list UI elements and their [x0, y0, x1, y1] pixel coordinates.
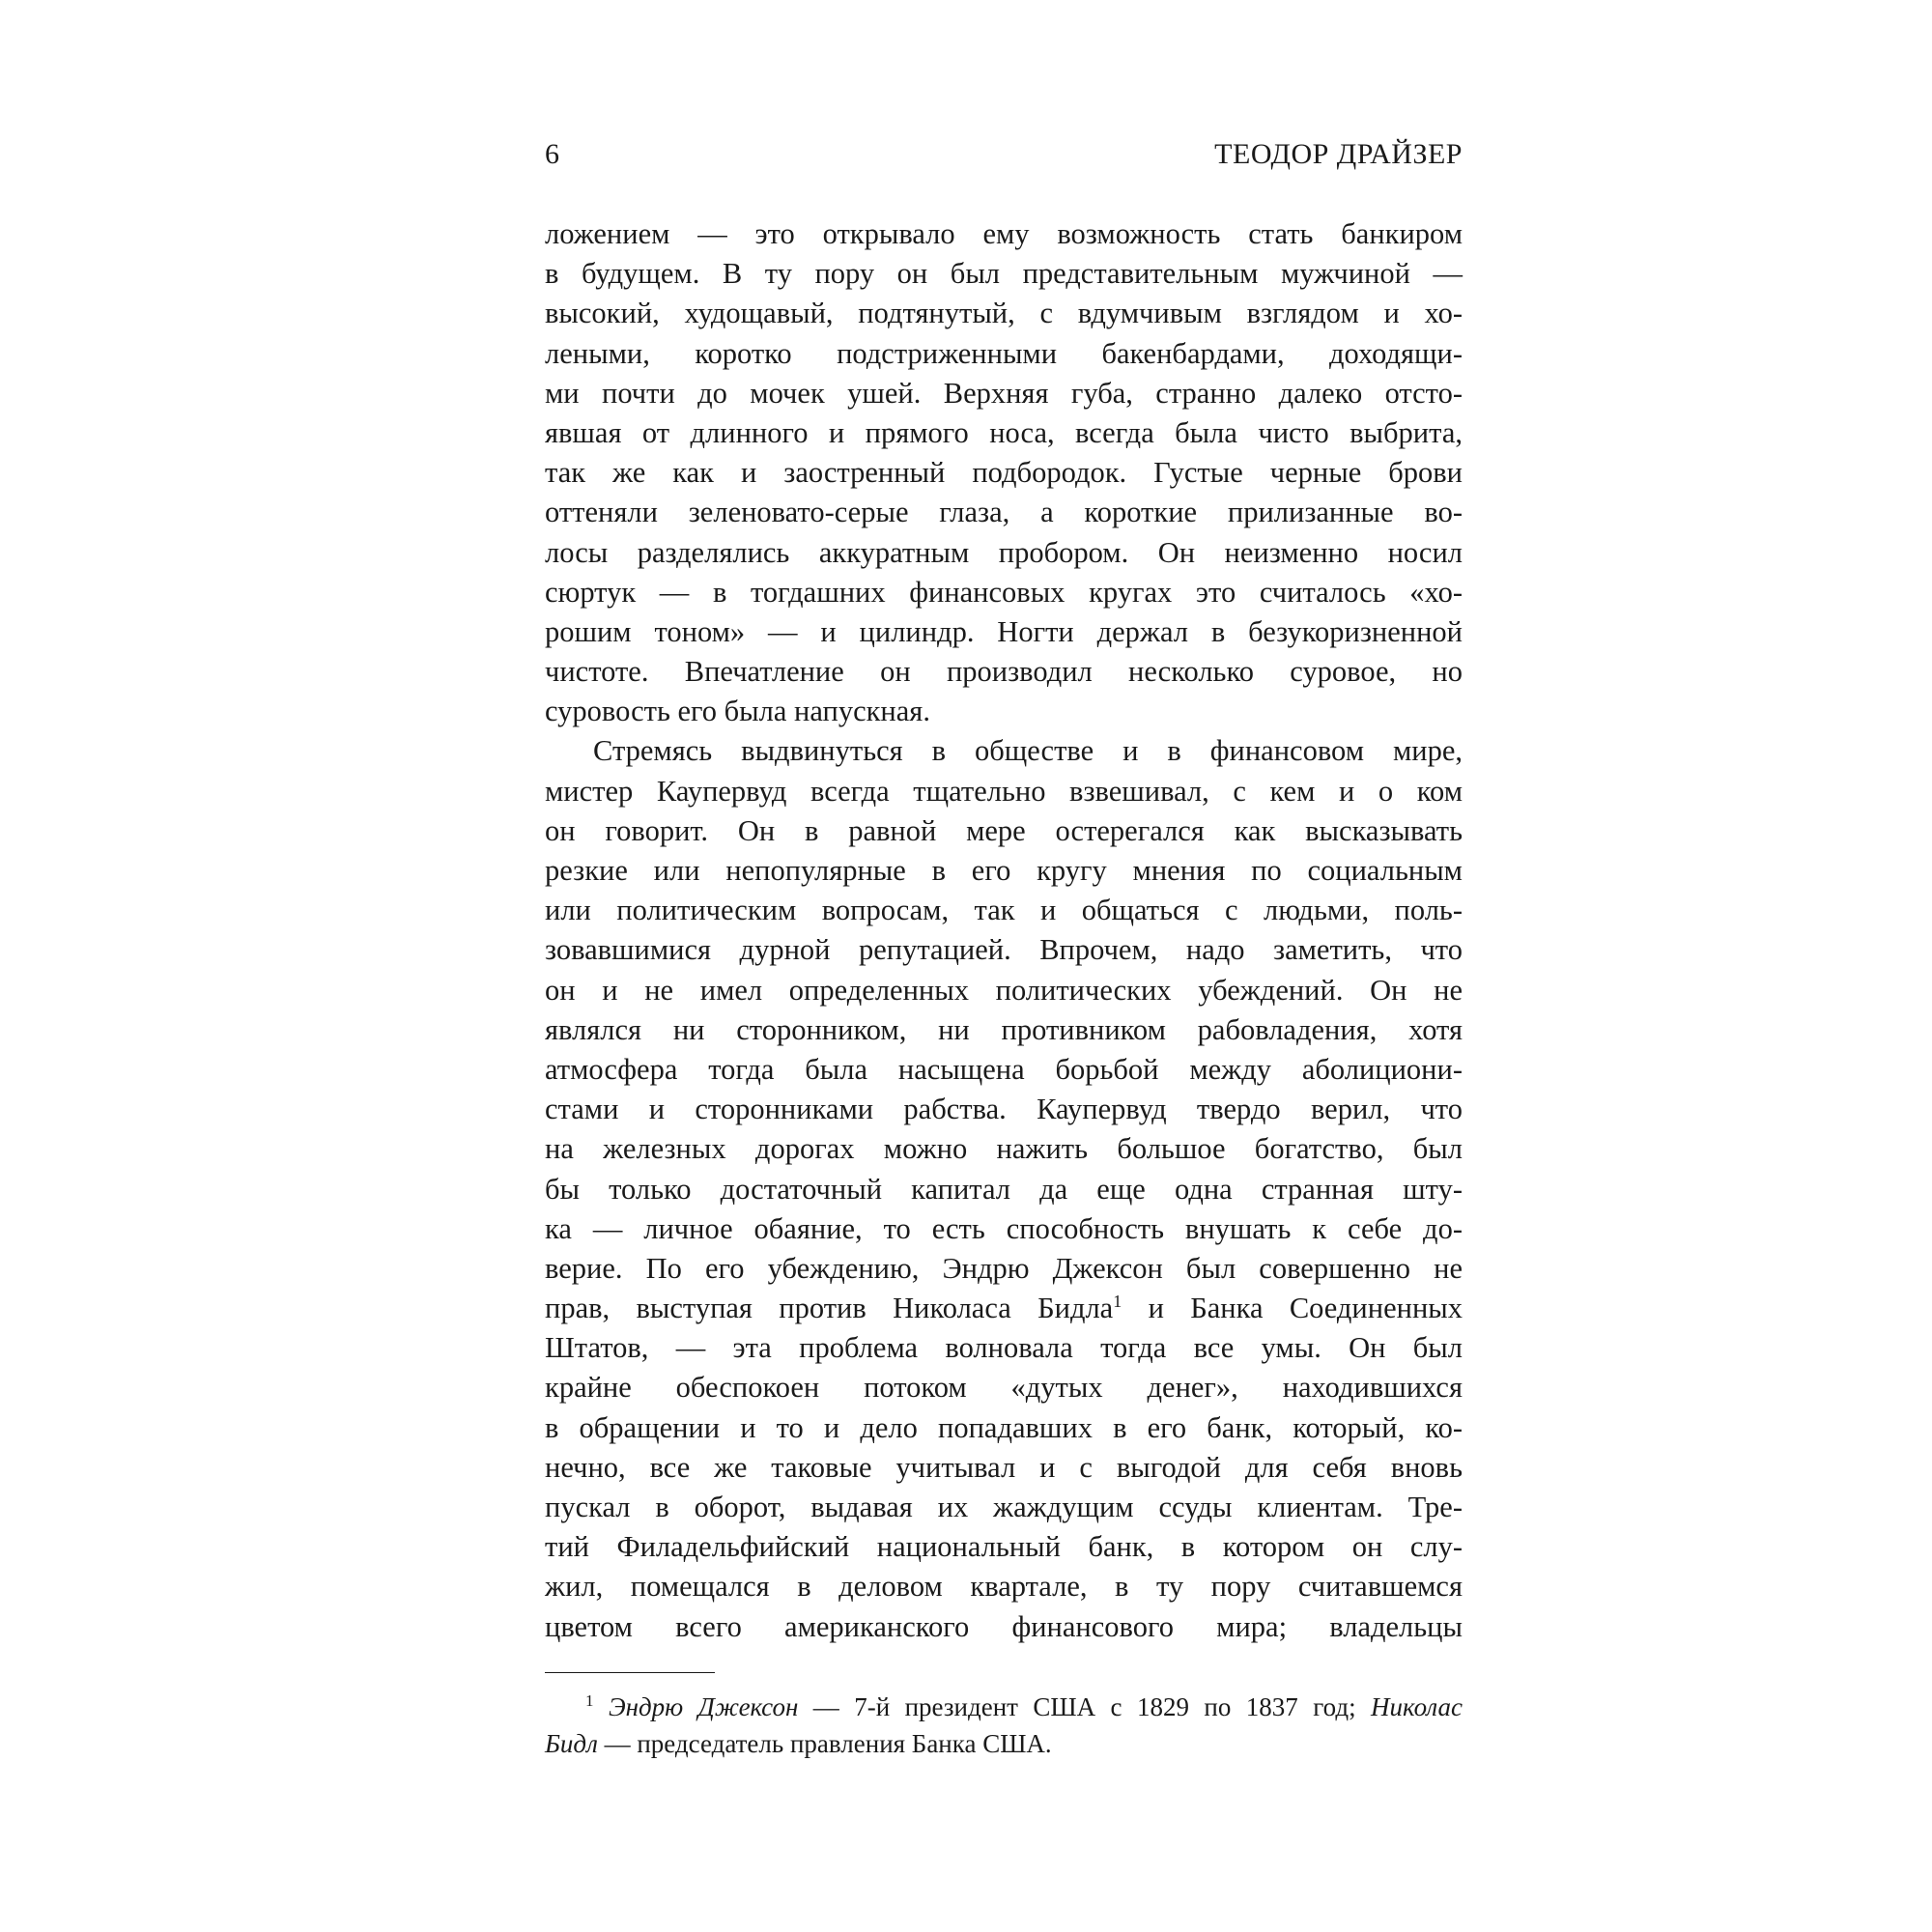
footnote-reference: 1: [1113, 1292, 1122, 1312]
text-line: сюртук — в тогдашних финансовых кругах это считалось «хо-: [545, 575, 1463, 609]
text-line: на железных дорогах можно нажить большое богатство, был: [545, 1132, 1463, 1166]
text-line: верие. По его убеждению, Эндрю Джексон был совершенно не: [545, 1251, 1463, 1285]
text-line: крайне обеспокоен потоком «дутых денег», находившихся: [545, 1371, 1463, 1405]
footnote-line: [545, 1689, 1463, 1725]
text-line: чистоте. Впечатление он производил несколько суровое, но: [545, 655, 1463, 689]
text-line: ми почти до мочек ушей. Верхняя губа, странно далеко отсто-: [545, 376, 1463, 410]
text-line: атмосфера тогда была насыщена борьбой между аболициони-: [545, 1052, 1463, 1086]
footnote-text: — председатель правления Банка США.: [597, 1728, 1052, 1758]
text-line: оттеняли зеленовато-серые глаза, а короткие прилизанные во-: [545, 496, 1463, 529]
text-line: ка — личное обаяние, то есть способность внушать к себе до-: [545, 1211, 1463, 1245]
text-line: ложением — это открывало ему возможность стать банкиром: [545, 217, 1463, 250]
text-line: он и не имел определенных политических убеждений. Он не: [545, 973, 1463, 1007]
footnote-line: [545, 1725, 1463, 1762]
text-line: леными, коротко подстриженными бакенбардами, доходящи-: [545, 336, 1463, 370]
text-line: мистер Каупервуд всегда тщательно взвешивал, с кем и о ком: [545, 774, 1463, 808]
text-line: нечно, все же таковые учитывал и с выгодой для себя вновь: [545, 1450, 1463, 1484]
text-line: в будущем. В ту пору он был представительным мужчиной —: [545, 257, 1463, 291]
footnote-name: Эндрю Джексон: [608, 1691, 799, 1721]
text-line: явшая от длинного и прямого носа, всегда была чисто выбрита,: [545, 415, 1463, 449]
text-line: стами и сторонниками рабства. Каупервуд твердо верил, что: [545, 1093, 1463, 1126]
text-line-with-footnote-ref: [545, 1289, 1463, 1328]
footnote-text: — 7-й президент США с 1829 по 1837 год;: [798, 1691, 1371, 1721]
text-line: он говорит. Он в равной мере остерегался как высказывать: [545, 813, 1463, 847]
text-line: зовавшимися дурной репутацией. Впрочем, надо заметить, что: [545, 933, 1463, 967]
text-line: или политическим вопросам, так и общаться с людьми, поль-: [545, 894, 1463, 927]
body-text: [545, 214, 1463, 1647]
text-line: пускал в оборот, выдавая их жаждущим ссуды клиентам. Тре-: [545, 1491, 1463, 1523]
text-line: тий Филадельфийский национальный банк, в котором он слу-: [545, 1530, 1463, 1564]
footnote-name: Бидл: [545, 1728, 598, 1758]
text-line: резкие или непопулярные в его кругу мнения по социальным: [545, 854, 1463, 887]
text-line: лосы разделялись аккуратным пробором. Он неизменно носил: [545, 535, 1463, 569]
text-line: цветом всего американского финансового мира; владельцы: [545, 1609, 1463, 1643]
text-line: в обращении и то и дело попадавших в его банк, который, ко-: [545, 1410, 1463, 1444]
book-page: [545, 135, 1463, 1762]
text-line: высокий, худощавый, подтянутый, с вдумчивым взглядом и хо-: [545, 297, 1463, 330]
running-title: ТЕОДОР ДРАЙЗЕР: [1214, 138, 1463, 170]
text-line: бы только достаточный капитал да еще одна странная шту-: [545, 1172, 1463, 1206]
text-line: Штатов, — эта проблема волновала тогда все умы. Он был: [545, 1331, 1463, 1365]
text-fragment: прав, выступая против Николаса Бидла: [545, 1292, 1114, 1325]
footnote-mark: 1: [585, 1690, 594, 1710]
text-line: суровость его была напускная.: [545, 695, 930, 728]
text-line: являлся ни сторонником, ни противником рабовладения, хотя: [545, 1012, 1463, 1046]
paragraph-first-line: Стремясь выдвинуться в обществе и в финансовом мире,: [593, 734, 1463, 768]
page-number: 6: [545, 138, 559, 170]
text-fragment: и Банка Соединенных: [1148, 1292, 1463, 1325]
footnote: [545, 1689, 1463, 1762]
text-line: жил, помещался в деловом квартале, в ту пору считавшемся: [545, 1570, 1463, 1604]
footnote-name: Николас: [1371, 1691, 1463, 1721]
text-line: рошим тоном» — и цилиндр. Ногти держал в безукоризненной: [545, 614, 1463, 648]
text-line: так же как и заостренный подбородок. Густые черные брови: [545, 456, 1463, 490]
footnote-divider: [545, 1672, 715, 1673]
running-head: [545, 135, 1463, 174]
